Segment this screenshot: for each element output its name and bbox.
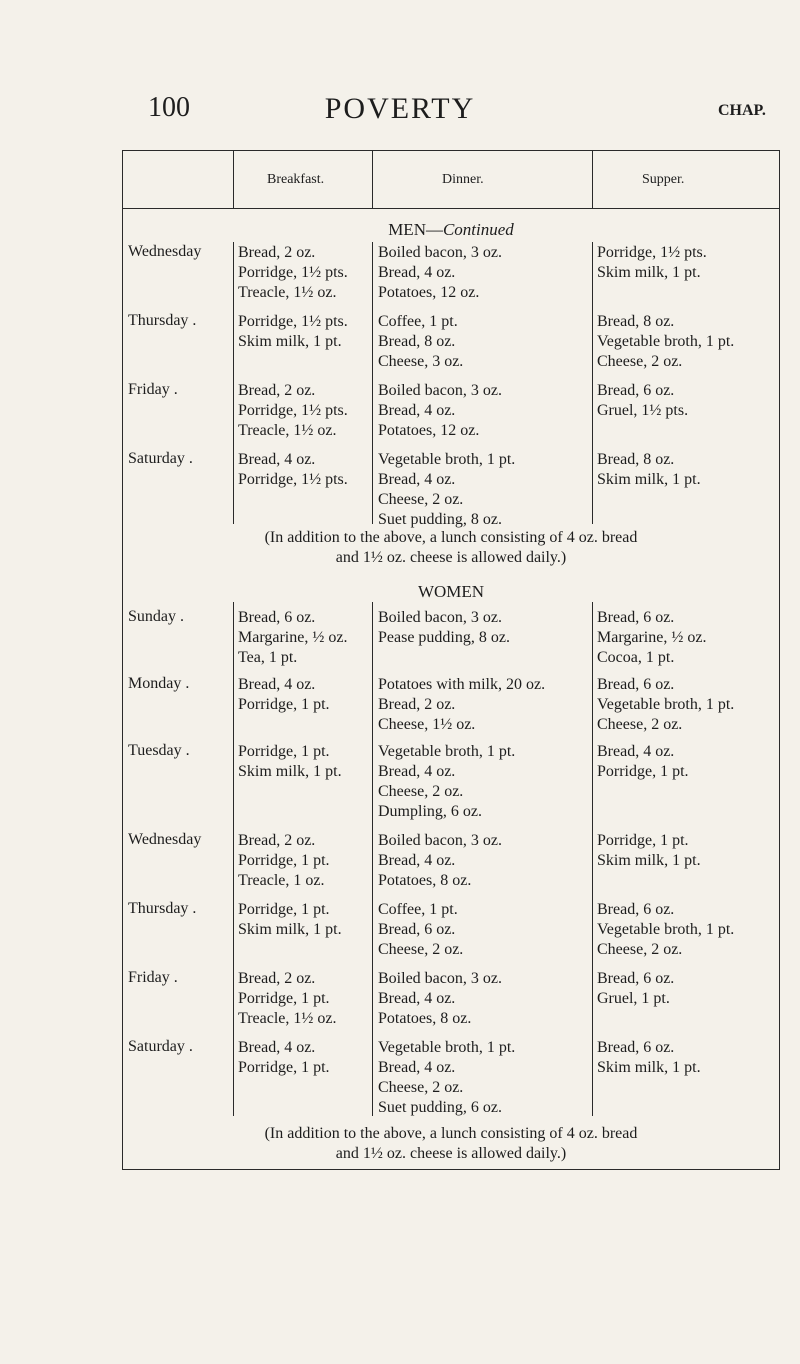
cell-line: Margarine, ½ oz. — [238, 629, 348, 646]
women-thursday-breakfast — [238, 900, 342, 940]
cell-line: Boiled bacon, 3 oz. — [378, 832, 502, 849]
cell-line: Cheese, 3 oz. — [378, 353, 464, 370]
cell-line: Potatoes, 12 oz. — [378, 422, 480, 439]
women-saturday-breakfast — [238, 1038, 330, 1078]
cell-line: Cheese, 2 oz. — [378, 783, 464, 800]
cell-line: Gruel, 1½ pts. — [597, 402, 689, 419]
cell-line: Skim milk, 1 pt. — [238, 333, 342, 350]
men-lunch-note — [122, 528, 780, 568]
men-day-thursday: Thursday . — [128, 312, 197, 329]
cell-line: Bread, 2 oz. — [238, 244, 316, 261]
cell-line: Treacle, 1½ oz. — [238, 284, 337, 301]
cell-line: Bread, 6 oz. — [597, 609, 675, 626]
women-tuesday-dinner — [378, 742, 515, 822]
cell-line: Cheese, 2 oz. — [378, 1079, 464, 1096]
diet-table — [122, 150, 780, 1171]
cell-line: Porridge, 1 pt. — [597, 832, 689, 849]
women-sunday-breakfast — [238, 608, 347, 668]
cell-line: Vegetable broth, 1 pt. — [597, 921, 735, 938]
women-tuesday-supper — [597, 742, 689, 782]
cell-line: Skim milk, 1 pt. — [597, 471, 701, 488]
cell-line: Porridge, 1½ pts. — [238, 471, 348, 488]
men-wednesday-supper — [597, 243, 707, 283]
cell-line: Boiled bacon, 3 oz. — [378, 609, 502, 626]
cell-line: Bread, 4 oz. — [378, 763, 456, 780]
cell-line: Dumpling, 6 oz. — [378, 803, 482, 820]
women-thursday-dinner — [378, 900, 463, 960]
cell-line: Skim milk, 1 pt. — [597, 852, 701, 869]
header-divider-3 — [592, 150, 593, 208]
women-rows-lower — [122, 832, 780, 898]
men-wednesday-dinner — [378, 243, 502, 303]
cell-line: Boiled bacon, 3 oz. — [378, 970, 502, 987]
cell-line: Bread, 4 oz. — [378, 1059, 456, 1076]
cell-line: Potatoes with milk, 20 oz. — [378, 676, 546, 693]
men-friday-dinner — [378, 381, 502, 441]
cell-line: Porridge, 1½ pts. — [238, 402, 348, 419]
men-divider-3 — [592, 242, 593, 524]
cell-line: Bread, 4 oz. — [378, 402, 456, 419]
cell-line: Pease pudding, 8 oz. — [378, 629, 510, 646]
cell-line: Bread, 8 oz. — [597, 313, 675, 330]
cell-line: Vegetable broth, 1 pt. — [597, 696, 735, 713]
women-sunday-dinner — [378, 608, 510, 648]
women-friday-dinner — [378, 969, 502, 1029]
women-sunday-supper — [597, 608, 706, 668]
women-day-wednesday: Wednesday — [128, 831, 202, 848]
cell-line: Skim milk, 1 pt. — [238, 763, 342, 780]
table-bottom-rule — [122, 1169, 780, 1170]
cell-line: Skim milk, 1 pt. — [238, 921, 342, 938]
cell-line: Bread, 6 oz. — [238, 609, 316, 626]
cell-line: Porridge, 1½ pts. — [597, 244, 707, 261]
note-line: (In addition to the above, a lunch consisting of 4 oz. bread — [264, 529, 638, 546]
men-wednesday-breakfast — [238, 243, 348, 303]
women-tuesday-breakfast — [238, 742, 342, 782]
cell-line: Bread, 2 oz. — [378, 696, 456, 713]
cell-line: Bread, 4 oz. — [238, 676, 316, 693]
cell-line: Porridge, 1½ pts. — [238, 313, 348, 330]
men-saturday-breakfast — [238, 450, 348, 490]
header-divider-2 — [372, 150, 373, 208]
cell-line: Bread, 4 oz. — [378, 990, 456, 1007]
cell-line: Bread, 6 oz. — [597, 382, 675, 399]
cell-line: Bread, 2 oz. — [238, 832, 316, 849]
cell-line: Vegetable broth, 1 pt. — [378, 743, 516, 760]
women-day-saturday: Saturday . — [128, 1038, 193, 1055]
men-title-continued: Continued — [442, 220, 514, 239]
note-line: and 1½ oz. cheese is allowed daily.) — [335, 1145, 567, 1162]
cell-line: Margarine, ½ oz. — [597, 629, 707, 646]
cell-line: Porridge, 1 pt. — [238, 696, 330, 713]
cell-line: Bread, 6 oz. — [378, 921, 456, 938]
cell-line: Porridge, 1 pt. — [238, 901, 330, 918]
cell-line: Potatoes, 8 oz. — [378, 872, 472, 889]
women-friday-supper — [597, 969, 674, 1009]
cell-line: Cheese, 2 oz. — [378, 491, 464, 508]
cell-line: Treacle, 1½ oz. — [238, 422, 337, 439]
cell-line: Bread, 4 oz. — [378, 852, 456, 869]
cell-line: Boiled bacon, 3 oz. — [378, 244, 502, 261]
header-dinner: Dinner. — [442, 172, 484, 187]
page-number: 100 — [148, 92, 190, 123]
header-divider-1 — [233, 150, 234, 208]
cell-line: Suet pudding, 8 oz. — [378, 511, 502, 528]
chapter-label: CHAP. — [718, 102, 766, 119]
women-lunch-note — [122, 1124, 780, 1164]
women-day-friday: Friday . — [128, 969, 178, 986]
cell-line: Vegetable broth, 1 pt. — [597, 333, 735, 350]
women-day-monday: Monday . — [128, 675, 190, 692]
cell-line: Porridge, 1 pt. — [597, 763, 689, 780]
women-section-title: WOMEN — [417, 582, 485, 601]
men-saturday-dinner — [378, 450, 515, 530]
men-day-saturday: Saturday . — [128, 450, 193, 467]
women-monday-dinner — [378, 675, 545, 735]
cell-line: Bread, 4 oz. — [238, 1039, 316, 1056]
cell-line: Porridge, 1 pt. — [238, 743, 330, 760]
cell-line: Bread, 4 oz. — [238, 451, 316, 468]
header-breakfast: Breakfast. — [267, 172, 325, 187]
cell-line: Tea, 1 pt. — [238, 649, 298, 666]
cell-line: Cheese, 2 oz. — [597, 716, 683, 733]
cell-line: Gruel, 1 pt. — [597, 990, 670, 1007]
cell-line: Treacle, 1 oz. — [238, 872, 325, 889]
running-head: POVERTY — [324, 92, 476, 125]
top-rule — [122, 150, 780, 151]
cell-line: Bread, 6 oz. — [597, 1039, 675, 1056]
note-line: and 1½ oz. cheese is allowed daily.) — [335, 549, 567, 566]
cell-line: Bread, 4 oz. — [378, 264, 456, 281]
cell-line: Bread, 6 oz. — [597, 901, 675, 918]
men-divider-1 — [233, 242, 234, 524]
header-supper: Supper. — [642, 172, 685, 187]
cell-line: Treacle, 1½ oz. — [238, 1010, 337, 1027]
men-thursday-supper — [597, 312, 734, 372]
women-saturday-supper — [597, 1038, 701, 1078]
men-day-wednesday: Wednesday — [128, 243, 202, 260]
cell-line: Bread, 4 oz. — [378, 471, 456, 488]
women-monday-supper — [597, 675, 734, 735]
cell-line: Porridge, 1 pt. — [238, 1059, 330, 1076]
cell-line: Skim milk, 1 pt. — [597, 1059, 701, 1076]
cell-line: Cheese, 2 oz. — [378, 941, 464, 958]
men-thursday-dinner — [378, 312, 463, 372]
cell-line: Bread, 6 oz. — [597, 676, 675, 693]
table-right-rule — [779, 150, 780, 1170]
cell-line: Skim milk, 1 pt. — [597, 264, 701, 281]
cell-line: Potatoes, 8 oz. — [378, 1010, 472, 1027]
cell-line: Suet pudding, 6 oz. — [378, 1099, 502, 1116]
cell-line: Bread, 2 oz. — [238, 382, 316, 399]
page-header — [0, 92, 800, 132]
men-saturday-supper — [597, 450, 701, 490]
note-line: (In addition to the above, a lunch consisting of 4 oz. bread — [264, 1125, 638, 1142]
cell-line: Bread, 6 oz. — [597, 970, 675, 987]
cell-line: Coffee, 1 pt. — [378, 313, 458, 330]
women-day-thursday: Thursday . — [128, 900, 197, 917]
cell-line: Porridge, 1½ pts. — [238, 264, 348, 281]
men-title-main: MEN— — [388, 220, 443, 239]
cell-line: Cheese, 2 oz. — [597, 353, 683, 370]
women-monday-breakfast — [238, 675, 330, 715]
men-divider-2 — [372, 242, 373, 524]
men-day-friday: Friday . — [128, 381, 178, 398]
header-bottom-rule — [122, 208, 780, 209]
cell-line: Bread, 4 oz. — [597, 743, 675, 760]
cell-line: Bread, 8 oz. — [378, 333, 456, 350]
cell-line: Bread, 8 oz. — [597, 451, 675, 468]
cell-line: Coffee, 1 pt. — [378, 901, 458, 918]
men-friday-supper — [597, 381, 688, 421]
women-day-tuesday: Tuesday . — [128, 742, 190, 759]
cell-line: Vegetable broth, 1 pt. — [378, 1039, 516, 1056]
men-thursday-breakfast — [238, 312, 348, 352]
cell-line: Potatoes, 12 oz. — [378, 284, 480, 301]
cell-line: Cocoa, 1 pt. — [597, 649, 675, 666]
women-saturday-dinner — [378, 1038, 515, 1118]
men-section-title — [122, 220, 780, 240]
cell-line: Cheese, 2 oz. — [597, 941, 683, 958]
men-friday-breakfast — [238, 381, 348, 441]
cell-line: Porridge, 1 pt. — [238, 852, 330, 869]
cell-line: Boiled bacon, 3 oz. — [378, 382, 502, 399]
cell-line: Vegetable broth, 1 pt. — [378, 451, 516, 468]
women-thursday-supper — [597, 900, 734, 960]
women-day-sunday: Sunday . — [128, 608, 184, 625]
cell-line: Porridge, 1 pt. — [238, 990, 330, 1007]
women-friday-breakfast — [238, 969, 337, 1029]
cell-line: Cheese, 1½ oz. — [378, 716, 476, 733]
cell-line: Bread, 2 oz. — [238, 970, 316, 987]
table-left-rule — [122, 150, 123, 1170]
